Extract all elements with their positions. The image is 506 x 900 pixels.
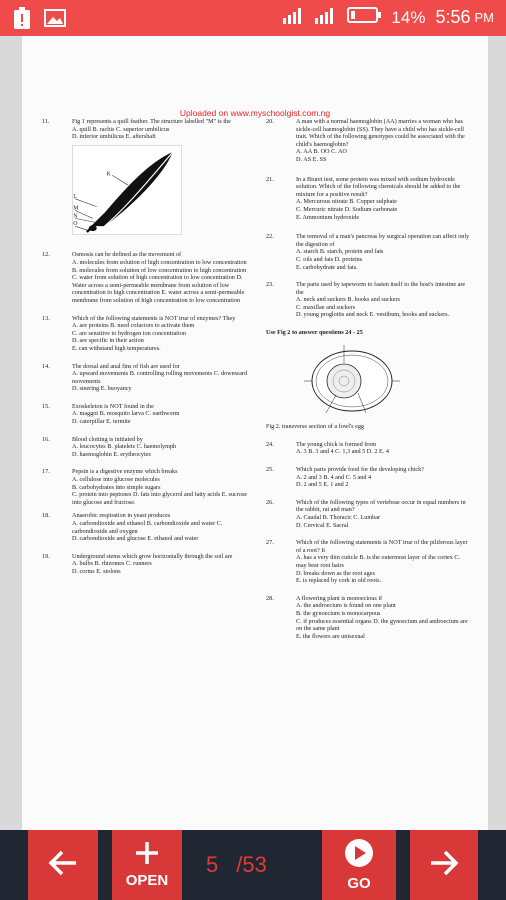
gallery-image-icon (44, 9, 66, 32)
arrow-left-icon (48, 850, 78, 881)
fig1-label-n: N (73, 213, 78, 220)
fig1-label-l: L (73, 193, 77, 200)
question-25: 25. Which parts provide food for the developing chick? A. 2 and 3 B. 4 and C. 5 and 4 D. 2 and 5 E. 1 and 2 (266, 466, 425, 489)
question-11: 11. Fig 1 represents a quill feather. The structure labelled "M" is the A. quill B. rachis C. superior umbilicus D. inferior umbilicus E. aftershaft (42, 118, 231, 141)
question-20: 20. A man with a normal haemoglobin (AA) marries a woman who has sickle-cell haemoglobin (SS). They have a child who has sickle-cell trait. Which of the following genotypes could be associated with the child's haemoglobin? A. AA B. OO C. AO D. AS E. SS (266, 118, 465, 163)
question-21: 21. In a Biuret test, some protein was mixed with sodium hydroxide solution. Which of the following chemicals should be added to the mixture for a positive result? A. Mercurous nitrate B. Copper sulphate C. Mercuric nitrate D. Sodium carbonate E. Ammonium hydroxide (266, 175, 461, 221)
question-19: 19. Underground stems which grow horizontally through the soil are A. bulbs B. rhizomes C. runners D. corms E. stolons (42, 552, 233, 575)
total-pages: /53 (236, 852, 267, 877)
clock-time: 5:56 (435, 7, 471, 27)
fig1-label-o: O (73, 220, 78, 227)
signal-bars-icon-2 (315, 6, 337, 29)
question-14: 14. The dorsal and anal fins of fish are used for A. upward movements B. controlling rolling movements C. downward movements D. steering E. buoyancy (42, 362, 248, 393)
fowl-egg-figure (296, 341, 408, 419)
status-bar (0, 0, 506, 36)
battery-icon (347, 6, 381, 29)
question-15: 15. Exoskeleton is NOT found in the A. maggot B. mosquito larva C. earthworm D. caterpillar E. termite (42, 402, 180, 426)
play-circle-icon (344, 838, 374, 873)
quill-feather-figure (72, 145, 182, 235)
right-column (266, 118, 472, 640)
fig1-label-k: K (106, 171, 111, 178)
fig2-heading: Use Fig 2 to answer questions 24 - 25 (266, 329, 363, 337)
document-page[interactable] (22, 36, 488, 830)
clock-ampm: PM (474, 10, 494, 25)
open-label: OPEN (125, 872, 169, 889)
upload-watermark: Uploaded on www.myschoolgist.com.ng (179, 108, 331, 118)
question-27: 27. Which of the following statements is NOT true of the piliferous layer of a root? It A. has a very thin cuticle B. is the outermost layer of the cortex C. may bear root hairs D. breaks down as the root ages E. is replaced by cork in old roots. (266, 539, 468, 585)
page-indicator (206, 848, 267, 882)
bottom-toolbar (0, 830, 506, 900)
question-13: 13. Which of the following statements is NOT true of enzymes? They A. are proteins B. need cofactors to activate them C. are sensitive to hydrogen ion concentration D. are specific in their action E. can withstand high temperatures. (42, 314, 236, 352)
previous-page-button[interactable] (28, 830, 98, 900)
fig1-label-m: M (73, 205, 79, 212)
current-page-number[interactable]: 5 (206, 852, 219, 877)
go-button[interactable] (322, 830, 396, 900)
arrow-right-icon (429, 850, 459, 881)
battery-percent: 14% (391, 7, 426, 27)
question-26: 26. Which of the following types of vertebrae occur in equal numbers in the rabbit, rat and man? A. Caudal B. Thoracic C. Lumbar D. Cervical E. Sacral (266, 498, 466, 529)
notification-alert-icon (14, 7, 30, 34)
document-viewer[interactable] (0, 36, 506, 830)
plus-icon (135, 841, 159, 870)
next-page-button[interactable] (410, 830, 478, 900)
question-12: 12. Osmosis can be defined as the movement of A. molecules from solution of high concentration to low concentration B. molecules from solution of low concentration to high concentration C. water from solution of high concentration to low concentration D. Water across a semi-permeable membrane from solution of low concentration to high concentration E. water across a semi-permeable membrane from solution of high concentration to low concentration (42, 251, 247, 304)
fig2-caption: Fig 2. transverse section of a fowl's egg (266, 423, 365, 431)
question-28: 28. A flowering plant is monoecious if A. the androecium is found on one plant B. the gynoecium is monocarpous C. if produces essential organs D. the gynoecium and androecium are on the same plant E. the flowers are unisexual (266, 594, 468, 640)
question-18: 18. Anaerobic respiration in yeast produces A. carbondioxide and ethanol B. carbondioxide and water C. carbondioxide and oxygen D. carbondioxide and glucose E. ethanol and water (42, 512, 223, 543)
open-button[interactable] (112, 830, 182, 900)
question-24: 24. The young chick is formed from A. 3 B. 3 and 4 C. 1,3 and 5 D. 2 E. 4 (266, 440, 389, 456)
question-17: 17. Pepsin is a digestive enzyme which breaks A. cellulose into glucose molecules B. carbohydrates into simple sugars C. protein into peptones D. fats into glycerol and fatty acids E. sucrose into glucose and fructose. (42, 468, 248, 506)
signal-bars-icon (283, 6, 305, 29)
question-23: 23. The parts used by tapeworm to fasten itself to the host's intestine are the A. neck and suckers B. hooks and suckers C. maxillae and suckers D. young proglottis and neck E. vestibum, hooks and suckers. (266, 281, 466, 319)
go-label: GO (347, 875, 371, 892)
question-22: 22. The removal of a man's pancreas by surgical operation can affect only the digestion of A. starch B. starch, protein and fats C. oils and fats D. proteins E. carbohydrate and fats. (266, 233, 470, 271)
left-column (42, 118, 248, 576)
question-16: 16. Blood clotting is initiated by A. leucocytes B. platelets C. haemolymph D. haemoglobin E. erythrocytes (42, 435, 177, 458)
